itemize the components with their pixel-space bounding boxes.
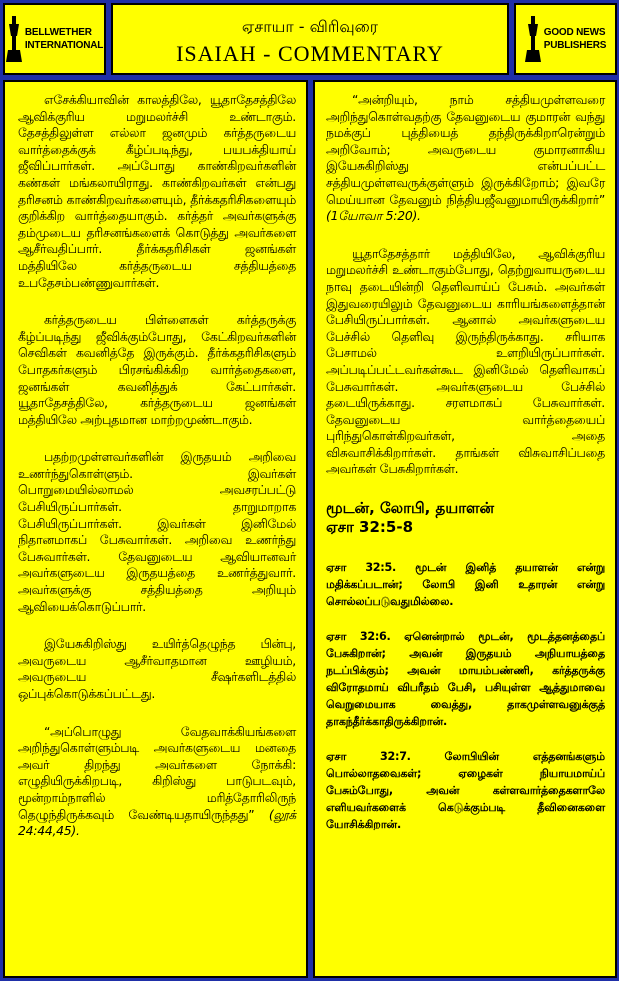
heading-title: மூடன், லோபி, தயாளன்	[326, 499, 495, 518]
logo-line-1: BELLWETHER	[24, 27, 92, 38]
scripture-reference: (லூக் 24:44,45).	[18, 806, 296, 839]
paragraph: யூதாதேசத்தார் மத்தியிலே, ஆவிக்குரிய மறுமலர்ச்சி உண்டாகும்போது, தெற்றுவாயருடைய நாவு தடையின்றி தெளிவாய்ப் பேசும். அவர்கள் இதுவரையிலும் தேவனுடைய காரியங்களைத்தான் பேசியிருப்பார்கள். ஆனால் அவர்களுடைய பேச்சில் தெளிவு இருந்திருக்காது. சரியாக பேசாமல் உளறியிருப்பார்கள். அப்படிப்பட்டவர்கள்கூட இனிமேல் தெளிவாகப் பேசுவார்கள். அவர்களுடைய பேச்சில் தடையிருக்காது. சரளமாகப் பேசுவார்கள். தேவனுடைய வார்த்தையைப் புரிந்துகொள்கிறவர்கள், அதை விசுவாசிக்கிறார்கள். தாங்கள் விசுவாசிப்பதை அவர்கள் பேசுகிறார்கள்.	[326, 245, 605, 477]
left-column	[3, 80, 308, 978]
heading-reference: ஏசா 32:5-8	[326, 518, 414, 537]
paragraph-with-reference	[18, 724, 296, 840]
title-tamil: ஏசாயா - விரிவுரை	[241, 17, 379, 36]
lamp-icon	[6, 16, 22, 62]
logo-line-2: PUBLISHERS	[543, 40, 607, 51]
title-english: ISAIAH - COMMENTARY	[176, 41, 444, 66]
logo-line-1: GOOD NEWS	[543, 27, 606, 38]
page-title	[111, 3, 509, 75]
lamp-icon	[525, 16, 541, 62]
section-heading	[326, 499, 605, 537]
paragraph: கர்த்தருடைய பிள்ளைகள் கர்த்தருக்கு கீழ்ப்படிந்து ஜீவிக்கும்போது, கேட்கிறவர்களின் செவிகள் கவனித்தே இருக்கும். தீர்க்கதரிசிகளும் போதகர்களும் பிரசங்கிக்கிற வார்த்தைகளை, ஜனங்கள் கவனித்துக் கேட்பார்கள். யூதாதேசத்திலே, கர்த்தருடைய ஜனங்கள் மத்தியிலே அற்புதமான மாற்றமுண்டாகும்.	[18, 312, 296, 427]
paragraph: பதற்றமுள்ளவர்களின் இருதயம் அறிவை உணர்ந்துகொள்ளும். இவர்கள் பொறுமையில்லாமல் அவசரப்பட்டு பேசியிருப்பார்கள். தாறுமாறாக பேசியிருப்பார்கள். இவர்கள் இனிமேல் நிதானமாகப் பேசுவார்கள். அறிவை உணர்ந்து பேசுவார்கள். தேவனுடைய ஆவியானவர் அவர்களுடைய இருதயத்தை உணர்த்துவார். அவர்களுக்கு சத்தியத்தை அறியும் ஆவியைக்கொடுப்பார்.	[18, 449, 296, 614]
right-column	[313, 80, 617, 978]
good-news-logo	[514, 3, 617, 75]
verse: ஏசா 32:7. லோபியின் எத்தனங்களும் பொல்லாதவைகள்; ஏழைகள் நியாயமாய்ப் பேசும்போது, அவன் கள்ளவார்த்தைகளாலே எளியவர்களைக் கெடுக்கும்படி தீவினைகளை யோசிக்கிறான்.	[326, 750, 605, 832]
paragraph: எசேக்கியாவின் காலத்திலே, யூதாதேசத்திலே ஆவிக்குரிய மறுமலர்ச்சி உண்டாகும். தேசத்திலுள்ள எல்லா ஜனமும் கர்த்தருடைய வார்த்தைக்குக் கீழ்ப்படிந்து, பயபக்தியாய் ஜீவிப்பார்கள். அப்போது காண்கிறவர்களின் கண்கள் மங்கலாயிராது. காண்கிறவர்கள் என்பது தரிசனம் காண்கிறவர்களையும், தீர்க்கதரிசிகளையும் குறிக்கிற வார்த்தையாகும். கர்த்தர் அவர்களுக்கு தம்முடைய தரிசனங்களைக் கொடுத்து அவர்களை ஆசீர்வதிப்பார். தீர்க்கதரிசிகள் ஜனங்கள் மத்தியிலே கர்த்தருடைய சத்தியத்தை உபதேசம்பண்ணுவார்கள்.	[18, 92, 296, 290]
verse: ஏசா 32:5. மூடன் இனித் தயாளன் என்று மதிக்கப்படான்; லோபி இனி உதாரன் என்று சொல்லப்படுவதுமில்லை.	[326, 561, 605, 609]
scripture-reference: (1யோவா 5:20).	[326, 208, 421, 224]
quote-text: “அன்றியும், நாம் சத்தியமுள்ளவரை அறிந்துகொள்வதற்கு தேவனுடைய குமாரன் வந்து நமக்குப் புத்தியைத் தந்திருக்கிறாரென்றும் அறிவோம்; அவருடைய குமாரனாகிய இயேசுகிறிஸ்து என்பப்பட்ட சத்தியமுள்ளவருக்குள்ளும் இருக்கிறோம்; இவரே மெய்யான தேவனும் நித்தியஜீவனுமாயிருக்கிறார்”	[326, 92, 605, 207]
bellwether-logo	[3, 3, 106, 75]
paragraph-with-reference	[326, 92, 605, 225]
logo-line-2: INTERNATIONAL	[24, 40, 104, 51]
verse: ஏசா 32:6. ஏனென்றால் மூடன், மூடத்தனத்தைப் பேசுகிறான்; அவன் இருதயம் அநியாயத்தை நடப்பிக்கும்; அவன் மாயம்பண்ணி, கர்த்தருக்கு விரோதமாய் விபரீதம் பேசி, பசியுள்ள ஆத்துமாவை வெறுமையாக வைத்து, தாகமுள்ளவனுக்குத் தாகந்தீர்க்காதிருக்கிறான்.	[326, 630, 605, 729]
paragraph: இயேசுகிறிஸ்து உயிர்த்தெழுந்த பின்பு, அவருடைய ஆசீர்வாதமான ஊழியம், அவருடைய சீஷர்களிடத்தில் ஒப்புக்கொடுக்கப்பட்டது.	[18, 636, 296, 701]
quote-text: “அப்பொழுது வேதவாக்கியங்களை அறிந்துகொள்ளும்படி அவர்களுடைய மனதை அவர் திறந்து அவர்களை நோக்கி: எழுதியிருக்கிறபடி, கிறிஸ்து பாடுபடவும், மூன்றாம்நாளில் மரித்தோரிலிருந் தெழுந்திருக்கவும் வேண்டியதாயிருந்தது”	[18, 723, 296, 822]
